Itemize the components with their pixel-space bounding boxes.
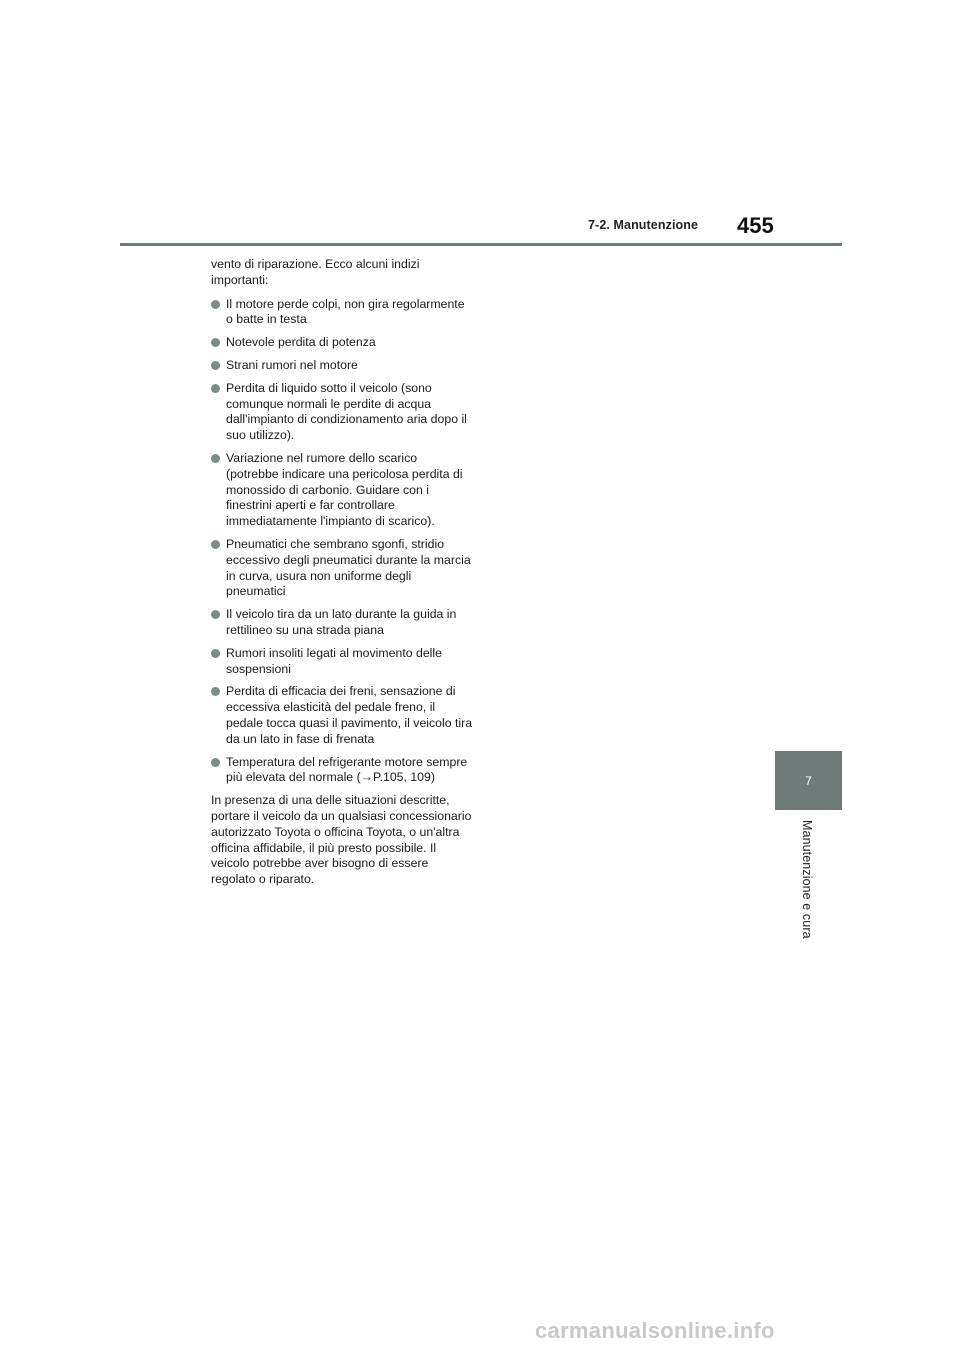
bullet-icon (211, 300, 220, 309)
bullet-icon (211, 687, 220, 696)
list-item (211, 755, 473, 787)
list-item-text: Temperatura del refrigerante motore sempre più elevata del normale (→P.105, 109) (226, 754, 468, 785)
closing-paragraph: In presenza di una delle situazioni descritte, portare il veicolo da un qualsiasi concessionario autorizzato Toyota o officina Toyota, o un'altra officina affidabile, il più presto possibile. Il veicolo potrebbe aver bisogno di essere regolato o riparato. (211, 793, 472, 887)
bullet-icon (211, 384, 220, 393)
list-item (211, 335, 473, 351)
list-item-text: Pneumatici che sembrano sgonfi, stridio eccessivo degli pneumatici durante la marcia in curva, usura non uniforme degli pneumatici (226, 536, 471, 599)
bullet-icon (211, 338, 220, 347)
bullet-icon (211, 454, 220, 463)
list-item (211, 537, 473, 600)
header-divider (120, 243, 842, 246)
intro-paragraph: vento di riparazione. Ecco alcuni indizi importanti: (211, 257, 420, 287)
list-item (211, 297, 473, 329)
bullet-icon (211, 758, 220, 767)
list-item-text: Il motore perde colpi, non gira regolarmente o batte in testa (226, 296, 465, 327)
list-item-text: Perdita di liquido sotto il veicolo (sono comunque normali le perdite di acqua dall'impianto di condizionamento aria dopo il suo utilizzo). (226, 380, 467, 443)
bullet-icon (211, 540, 220, 549)
chapter-number: 7 (805, 773, 812, 788)
list-item-text: Perdita di efficacia dei freni, sensazione di eccessiva elasticità del pedale freno, il pedale tocca quasi il pavimento, il veicolo tira da un lato in fase di frenata (226, 684, 473, 746)
list-item-text: Rumori insoliti legati al movimento delle sospensioni (226, 645, 442, 676)
bullet-icon (211, 649, 220, 658)
list-item (211, 381, 473, 444)
list-item-text: Il veicolo tira da un lato durante la guida in rettilineo su una strada piana (226, 607, 457, 637)
chapter-title: Manutenzione e cura (800, 820, 814, 939)
page-number: 455 (737, 213, 774, 238)
list-item-text: Strani rumori nel motore (226, 357, 358, 372)
bullet-icon (211, 361, 220, 370)
list-item (211, 451, 473, 530)
list-item (211, 358, 473, 374)
chapter-tab (775, 751, 842, 810)
list-item (211, 684, 473, 747)
list-item (211, 607, 473, 639)
body-text (211, 257, 473, 896)
list-item-text: Notevole perdita di potenza (226, 335, 376, 350)
bullet-icon (211, 610, 220, 619)
section-title: 7-2. Manutenzione (588, 218, 699, 232)
list-item-text: Variazione nel rumore dello scarico (potrebbe indicare una pericolosa perdita di monossido di carbonio. Guidare con i finestrini aperti e far controllare immediatamente l'impianto di scarico). (226, 450, 463, 529)
watermark: carmanualsonline.info (535, 1318, 775, 1343)
list-item (211, 646, 473, 678)
